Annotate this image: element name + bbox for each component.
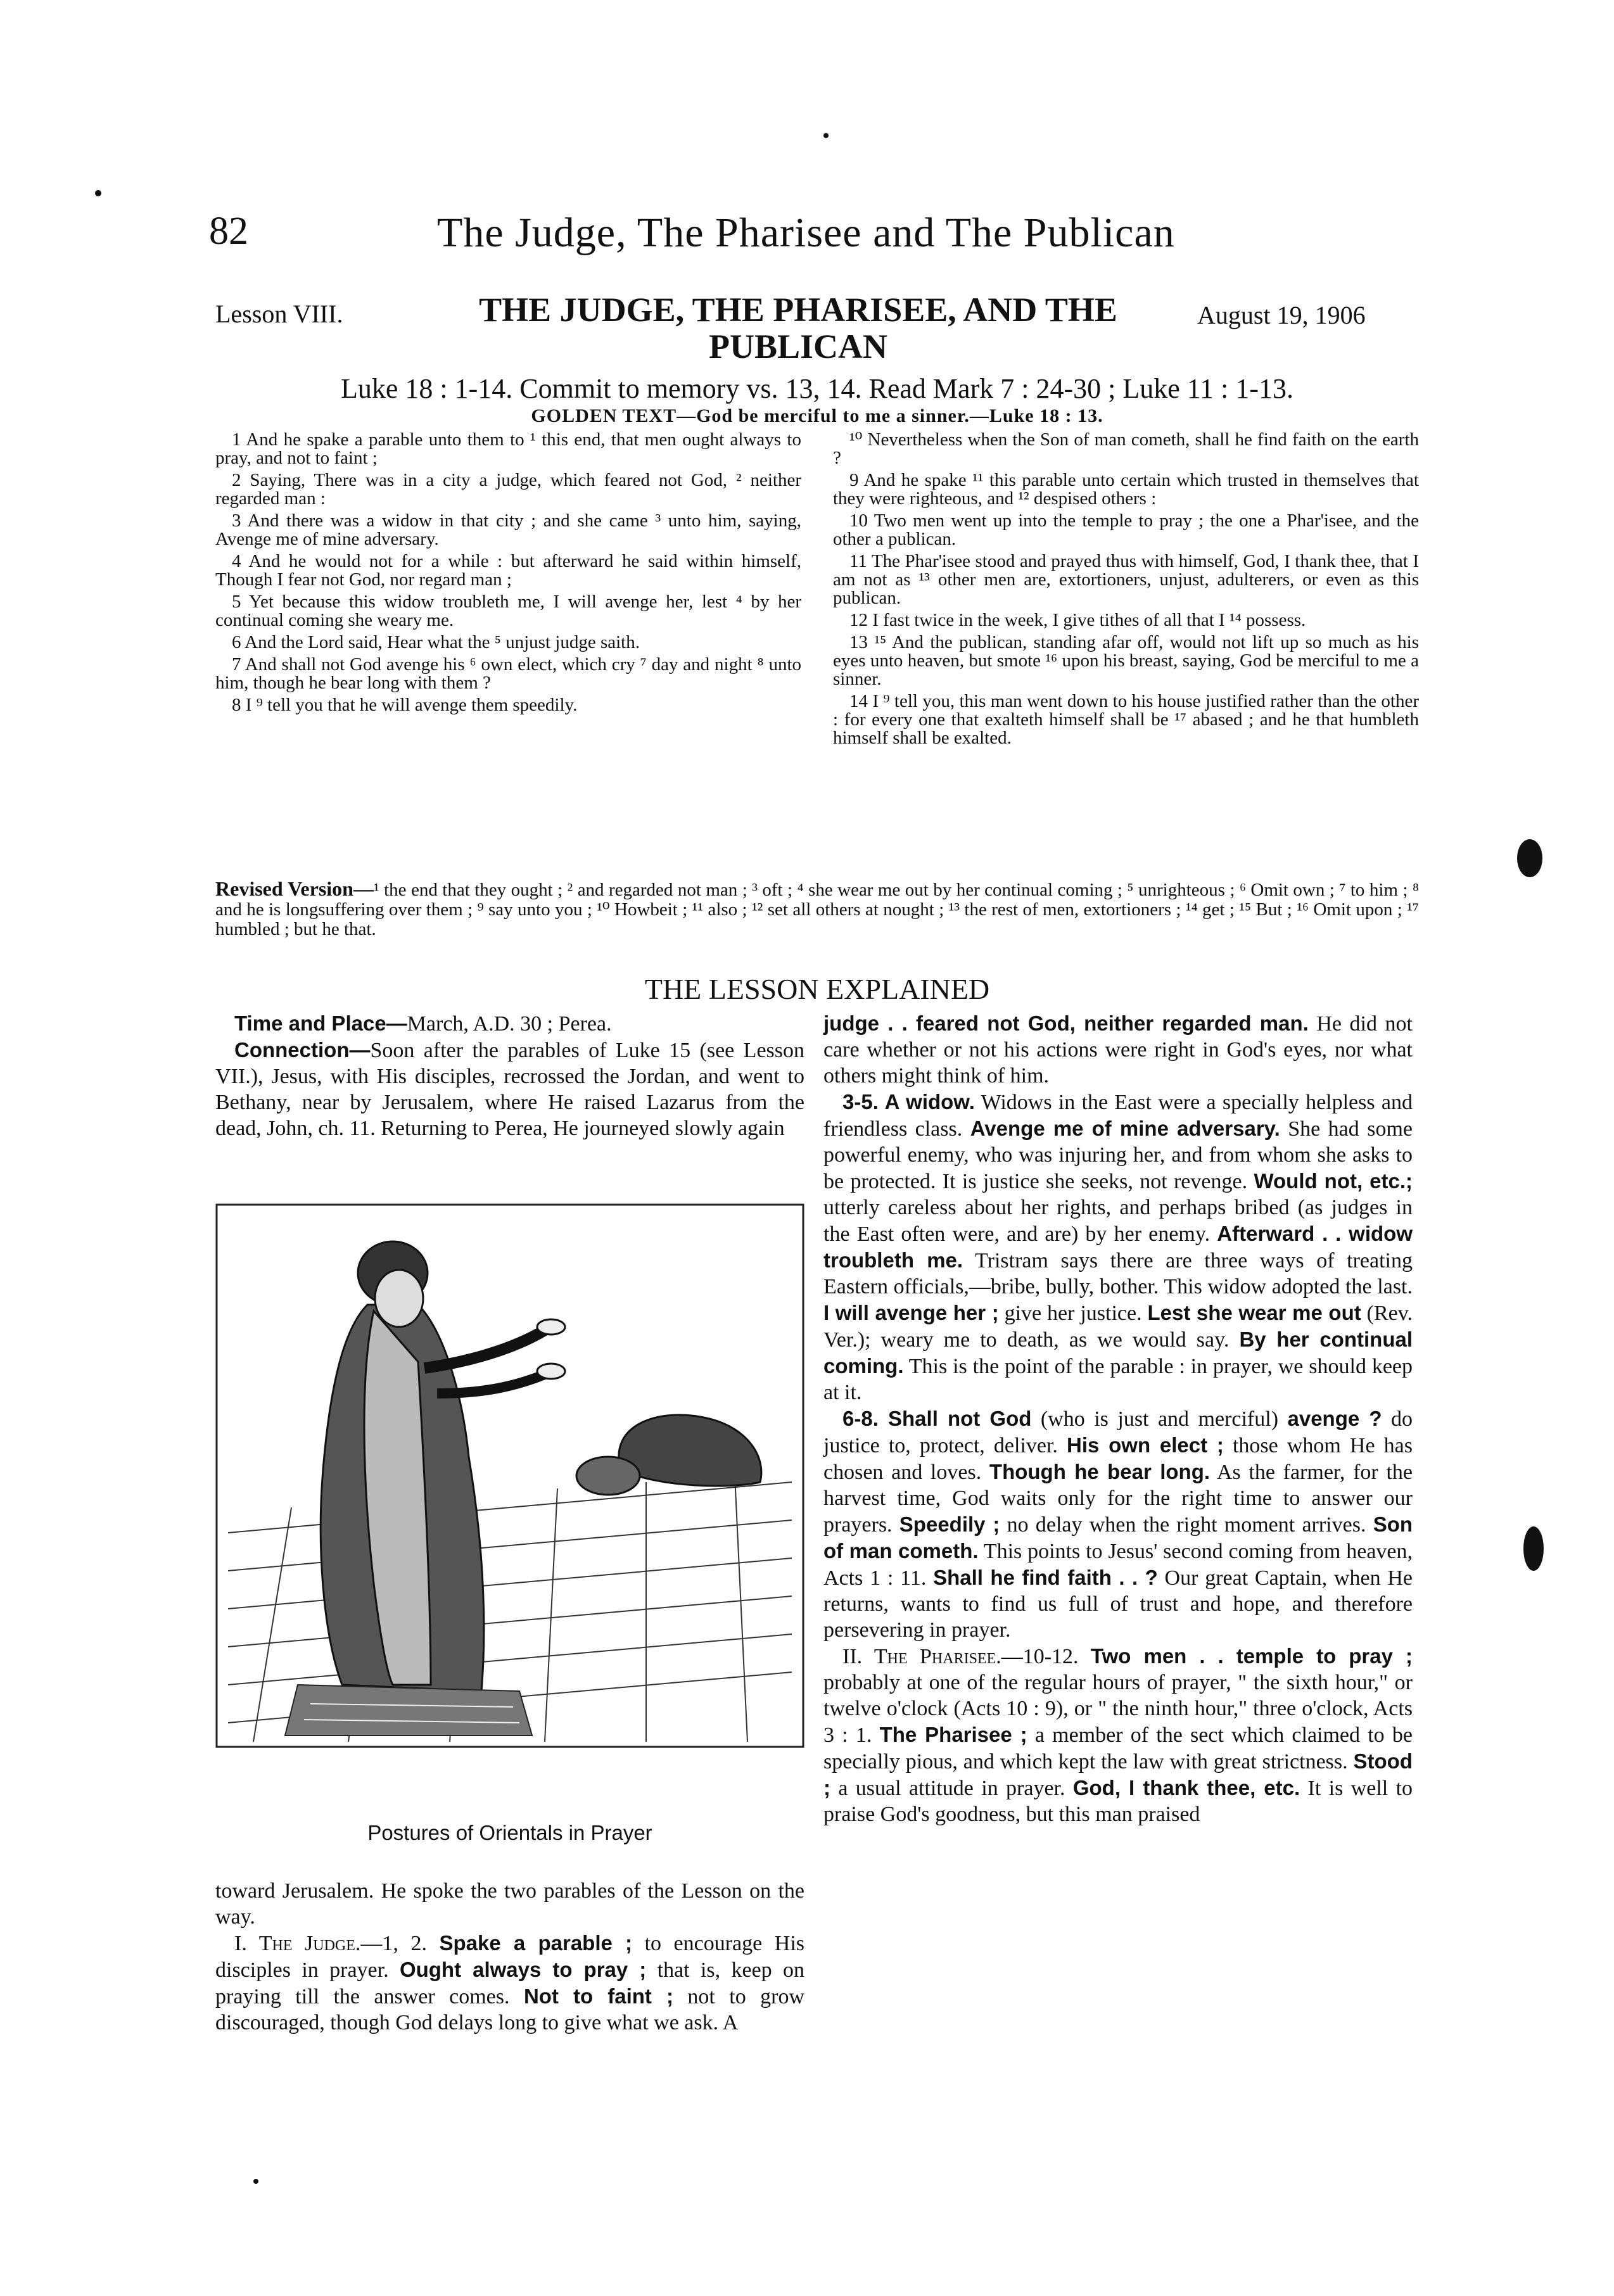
section-heading: THE LESSON EXPLAINED xyxy=(644,973,990,1005)
text: utterly careless about her rights, and perhaps bribed (as judges in the East often were, and are) by her enemy. xyxy=(823,1196,1413,1246)
text: She had some powerful enemy, who was injuring her, and from whom she asks to be protected. It is justice she seeks, not revenge. xyxy=(823,1117,1413,1193)
paragraph xyxy=(823,1010,1413,1089)
keyword: Stood ; xyxy=(823,1749,1413,1799)
text: no delay when the right moment arrives. xyxy=(1007,1513,1366,1537)
keyword: avenge ? xyxy=(1287,1407,1382,1430)
keyword: Afterward . . widow troubleth me. xyxy=(823,1222,1413,1272)
keyword: By her continual coming. xyxy=(823,1328,1413,1378)
text: a usual attitude in prayer. xyxy=(838,1777,1065,1800)
text: that is, keep on praying till the answer comes. xyxy=(215,1958,805,2008)
keyword: The Pharisee ; xyxy=(879,1723,1027,1746)
verse: 3 And there was a widow in that city ; and she came ³ unto him, saying, Avenge me of mine adversary. xyxy=(215,511,801,549)
explanation-column-1 xyxy=(215,1010,804,1141)
verse: 12 I fast twice in the week, I give tithes of all that I ¹⁴ possess. xyxy=(849,610,1306,630)
explanation-column-1-continued xyxy=(215,1878,804,2036)
scan-blot xyxy=(1523,1526,1544,1571)
text: Our great Captain, when He returns, wants to find us full of trust and hope, and therefore persevering in prayer. xyxy=(823,1566,1413,1642)
lesson-header xyxy=(215,291,1419,374)
scripture-reference: Luke 18 : 1-14. Commit to memory vs. 13, 14. Read Mark 7 : 24-30 ; Luke 11 : 1-13. xyxy=(341,373,1293,404)
text: Tristram says there are three ways of treating Eastern officials,—bribe, bully, bother. This widow adopted the last. xyxy=(823,1249,1413,1298)
verse: 7 And shall not God avenge his ⁶ own elect, which cry ⁷ day and night ⁸ unto him, though he bear long with them ? xyxy=(215,654,801,693)
keyword: Two men . . temple to pray ; xyxy=(1090,1644,1413,1668)
text: (Rev. Ver.); weary me to death, as we would say. xyxy=(823,1302,1413,1352)
text: March, A.D. 30 ; Perea. xyxy=(407,1012,612,1036)
keyword: Avenge me of mine adversary. xyxy=(970,1117,1280,1140)
text: a member of the sect which claimed to be specially pious, and which kept the law with great strictness. xyxy=(823,1723,1413,1773)
verses-right-column xyxy=(833,431,1419,751)
verse: 10 Two men went up into the temple to pray ; the one a Phar'isee, and the other a publican. xyxy=(833,511,1419,549)
golden-text: GOLDEN TEXT—God be merciful to me a sinner.—Luke 18 : 13. xyxy=(531,405,1103,426)
scan-blot xyxy=(1517,839,1542,877)
keyword: judge . . feared not God, neither regarded man. xyxy=(823,1012,1309,1035)
running-head xyxy=(209,209,1413,272)
scan-dot xyxy=(95,190,101,196)
text: give her justice. xyxy=(1004,1302,1142,1325)
paragraph xyxy=(823,1405,1413,1643)
section-label: I. The Judge.—1, 2. xyxy=(234,1932,427,1955)
scan-dot xyxy=(253,2179,258,2184)
keyword: Spake a parable ; xyxy=(439,1931,633,1955)
revised-label: Revised Version— xyxy=(215,877,374,900)
text: (who is just and merciful) xyxy=(1040,1407,1279,1431)
prayer-illustration xyxy=(215,1203,804,1811)
revised-text: ¹ the end that they ought ; ² and regarded not man ; ³ oft ; ⁴ she wear me out by her continual coming ; ⁵ unrighteous ; ⁶ Omit own ; ⁷ to him ; ⁸ and he is longsuffering over them ; ⁹ say unto you ; ¹⁰ Howbeit ; ¹¹ also ; ¹² set all others at nought ; ¹³ the rest of men, extortioners ; ¹⁴ get ; ¹⁵ But ; ¹⁶ Omit upon ; ¹⁷ humbled ; but he that. xyxy=(215,880,1419,939)
text: do justice to, protect, deliver. xyxy=(823,1407,1413,1457)
explanation-column-2 xyxy=(823,1010,1413,1827)
text: This points to Jesus' second coming from heaven, Acts 1 : 11. xyxy=(823,1540,1413,1590)
keyword: Ought always to pray ; xyxy=(399,1958,647,1981)
text: As the farmer, for the harvest time, God waits only for the right time to answer our prayers. xyxy=(823,1461,1413,1537)
figure-caption: Postures of Orientals in Prayer xyxy=(367,1821,652,1844)
page-number: 82 xyxy=(209,210,248,253)
keyword: God, I thank thee, etc. xyxy=(1072,1776,1300,1799)
section-label: II. The Pharisee.—10-12. xyxy=(842,1645,1079,1668)
verse: 14 I ⁹ tell you, this man went down to his house justified rather than the other : for every one that exalteth himself shall be ¹⁷ abased ; and he that humbleth himself shall be exalted. xyxy=(833,691,1419,748)
praying-figures-engraving xyxy=(215,1203,804,1748)
verse: 5 Yet because this widow troubleth me, I will avenge her, lest ⁴ by her continual coming she weary me. xyxy=(215,592,801,630)
verse: 2 Saying, There was in a city a judge, which feared not God, ² neither regarded man : xyxy=(215,470,801,509)
keyword: Time and Place— xyxy=(234,1012,407,1035)
keyword: Connection— xyxy=(234,1038,371,1062)
text: to encourage His disciples in prayer. xyxy=(215,1932,805,1982)
keyword: Lest she wear me out xyxy=(1147,1301,1361,1324)
text: He did not care whether or not his actions were right in God's eyes, nor what others might think of him. xyxy=(823,1012,1413,1088)
paragraph xyxy=(823,1089,1413,1405)
text: not to grow discouraged, though God delays long to give what we ask. A xyxy=(215,1985,804,2034)
scan-dot xyxy=(823,133,829,138)
keyword: Son of man cometh. xyxy=(823,1513,1413,1563)
paragraph: toward Jerusalem. He spoke the two parables of the Lesson on the way. xyxy=(215,1879,804,1929)
verse: 11 The Phar'isee stood and prayed thus with himself, God, I thank thee, that I am not as ¹³ other men are, extortioners, unjust, adulterers, or even as this publican. xyxy=(833,551,1419,608)
keyword: Would not, etc.; xyxy=(1254,1169,1413,1193)
lesson-date: August 19, 1906 xyxy=(1197,301,1366,329)
text: It is well to praise God's goodness, but this man praised xyxy=(823,1777,1413,1826)
text: those whom He has chosen and loves. xyxy=(823,1434,1413,1484)
verse: ¹⁰ Nevertheless when the Son of man cometh, shall he find faith on the earth ? xyxy=(833,429,1419,468)
keyword: Not to faint ; xyxy=(523,1984,673,2008)
lesson-number: Lesson VIII. xyxy=(215,300,343,328)
paragraph xyxy=(215,1037,804,1141)
verse: 9 And he spake ¹¹ this parable unto certain which trusted in themselves that they were righteous, and ¹² despised others : xyxy=(833,470,1419,509)
keyword: 3-5. A widow. xyxy=(842,1090,975,1113)
keyword: His own elect ; xyxy=(1067,1433,1224,1457)
verse: 13 ¹⁵ And the publican, standing afar off, would not lift up so much as his eyes unto heaven, but smote ¹⁶ upon his breast, saying, God be merciful to me a sinner. xyxy=(833,632,1419,689)
keyword: Though he bear long. xyxy=(989,1460,1210,1483)
text: This is the point of the parable : in prayer, we should keep at it. xyxy=(823,1355,1413,1404)
verse: 4 And he would not for a while : but afterward he said within himself, Though I fear not God, nor regard man ; xyxy=(215,551,801,590)
paragraph xyxy=(823,1643,1413,1827)
paragraph xyxy=(215,1010,804,1037)
lesson-title: THE JUDGE, THE PHARISEE, AND THE PUBLICAN xyxy=(479,291,1117,365)
text: Soon after the parables of Luke 15 (see Lesson VII.), Jesus, with His disciples, recrossed the Jordan, and went to Bethany, near by Jerusalem, where He raised Lazarus from the dead, John, ch. 11. Returning to Perea, He journeyed slowly again xyxy=(215,1039,804,1140)
paragraph xyxy=(215,1930,804,2036)
running-title: The Judge, The Pharisee and The Publican xyxy=(437,210,1175,256)
revised-version-notes xyxy=(215,879,1419,939)
keyword: 6-8. Shall not God xyxy=(842,1407,1032,1430)
keyword: I will avenge her ; xyxy=(823,1301,999,1324)
text: probably at one of the regular hours of prayer, " the sixth hour," or twelve o'clock (Acts 10 : 9), or " the ninth hour," three o'clock, Acts 3 : 1. xyxy=(823,1671,1413,1747)
keyword: Speedily ; xyxy=(899,1513,1000,1536)
verse: 1 And he spake a parable unto them to ¹ this end, that men ought always to pray, and not to faint ; xyxy=(215,429,801,468)
scripture-verses xyxy=(215,431,1419,887)
verses-left-column xyxy=(215,431,801,718)
verse: 6 And the Lord said, Hear what the ⁵ unjust judge saith. xyxy=(232,632,640,652)
verse: 8 I ⁹ tell you that he will avenge them speedily. xyxy=(232,695,578,715)
keyword: Shall he find faith . . ? xyxy=(933,1566,1158,1589)
text: Widows in the East were a specially helpless and friendless class. xyxy=(823,1091,1413,1141)
